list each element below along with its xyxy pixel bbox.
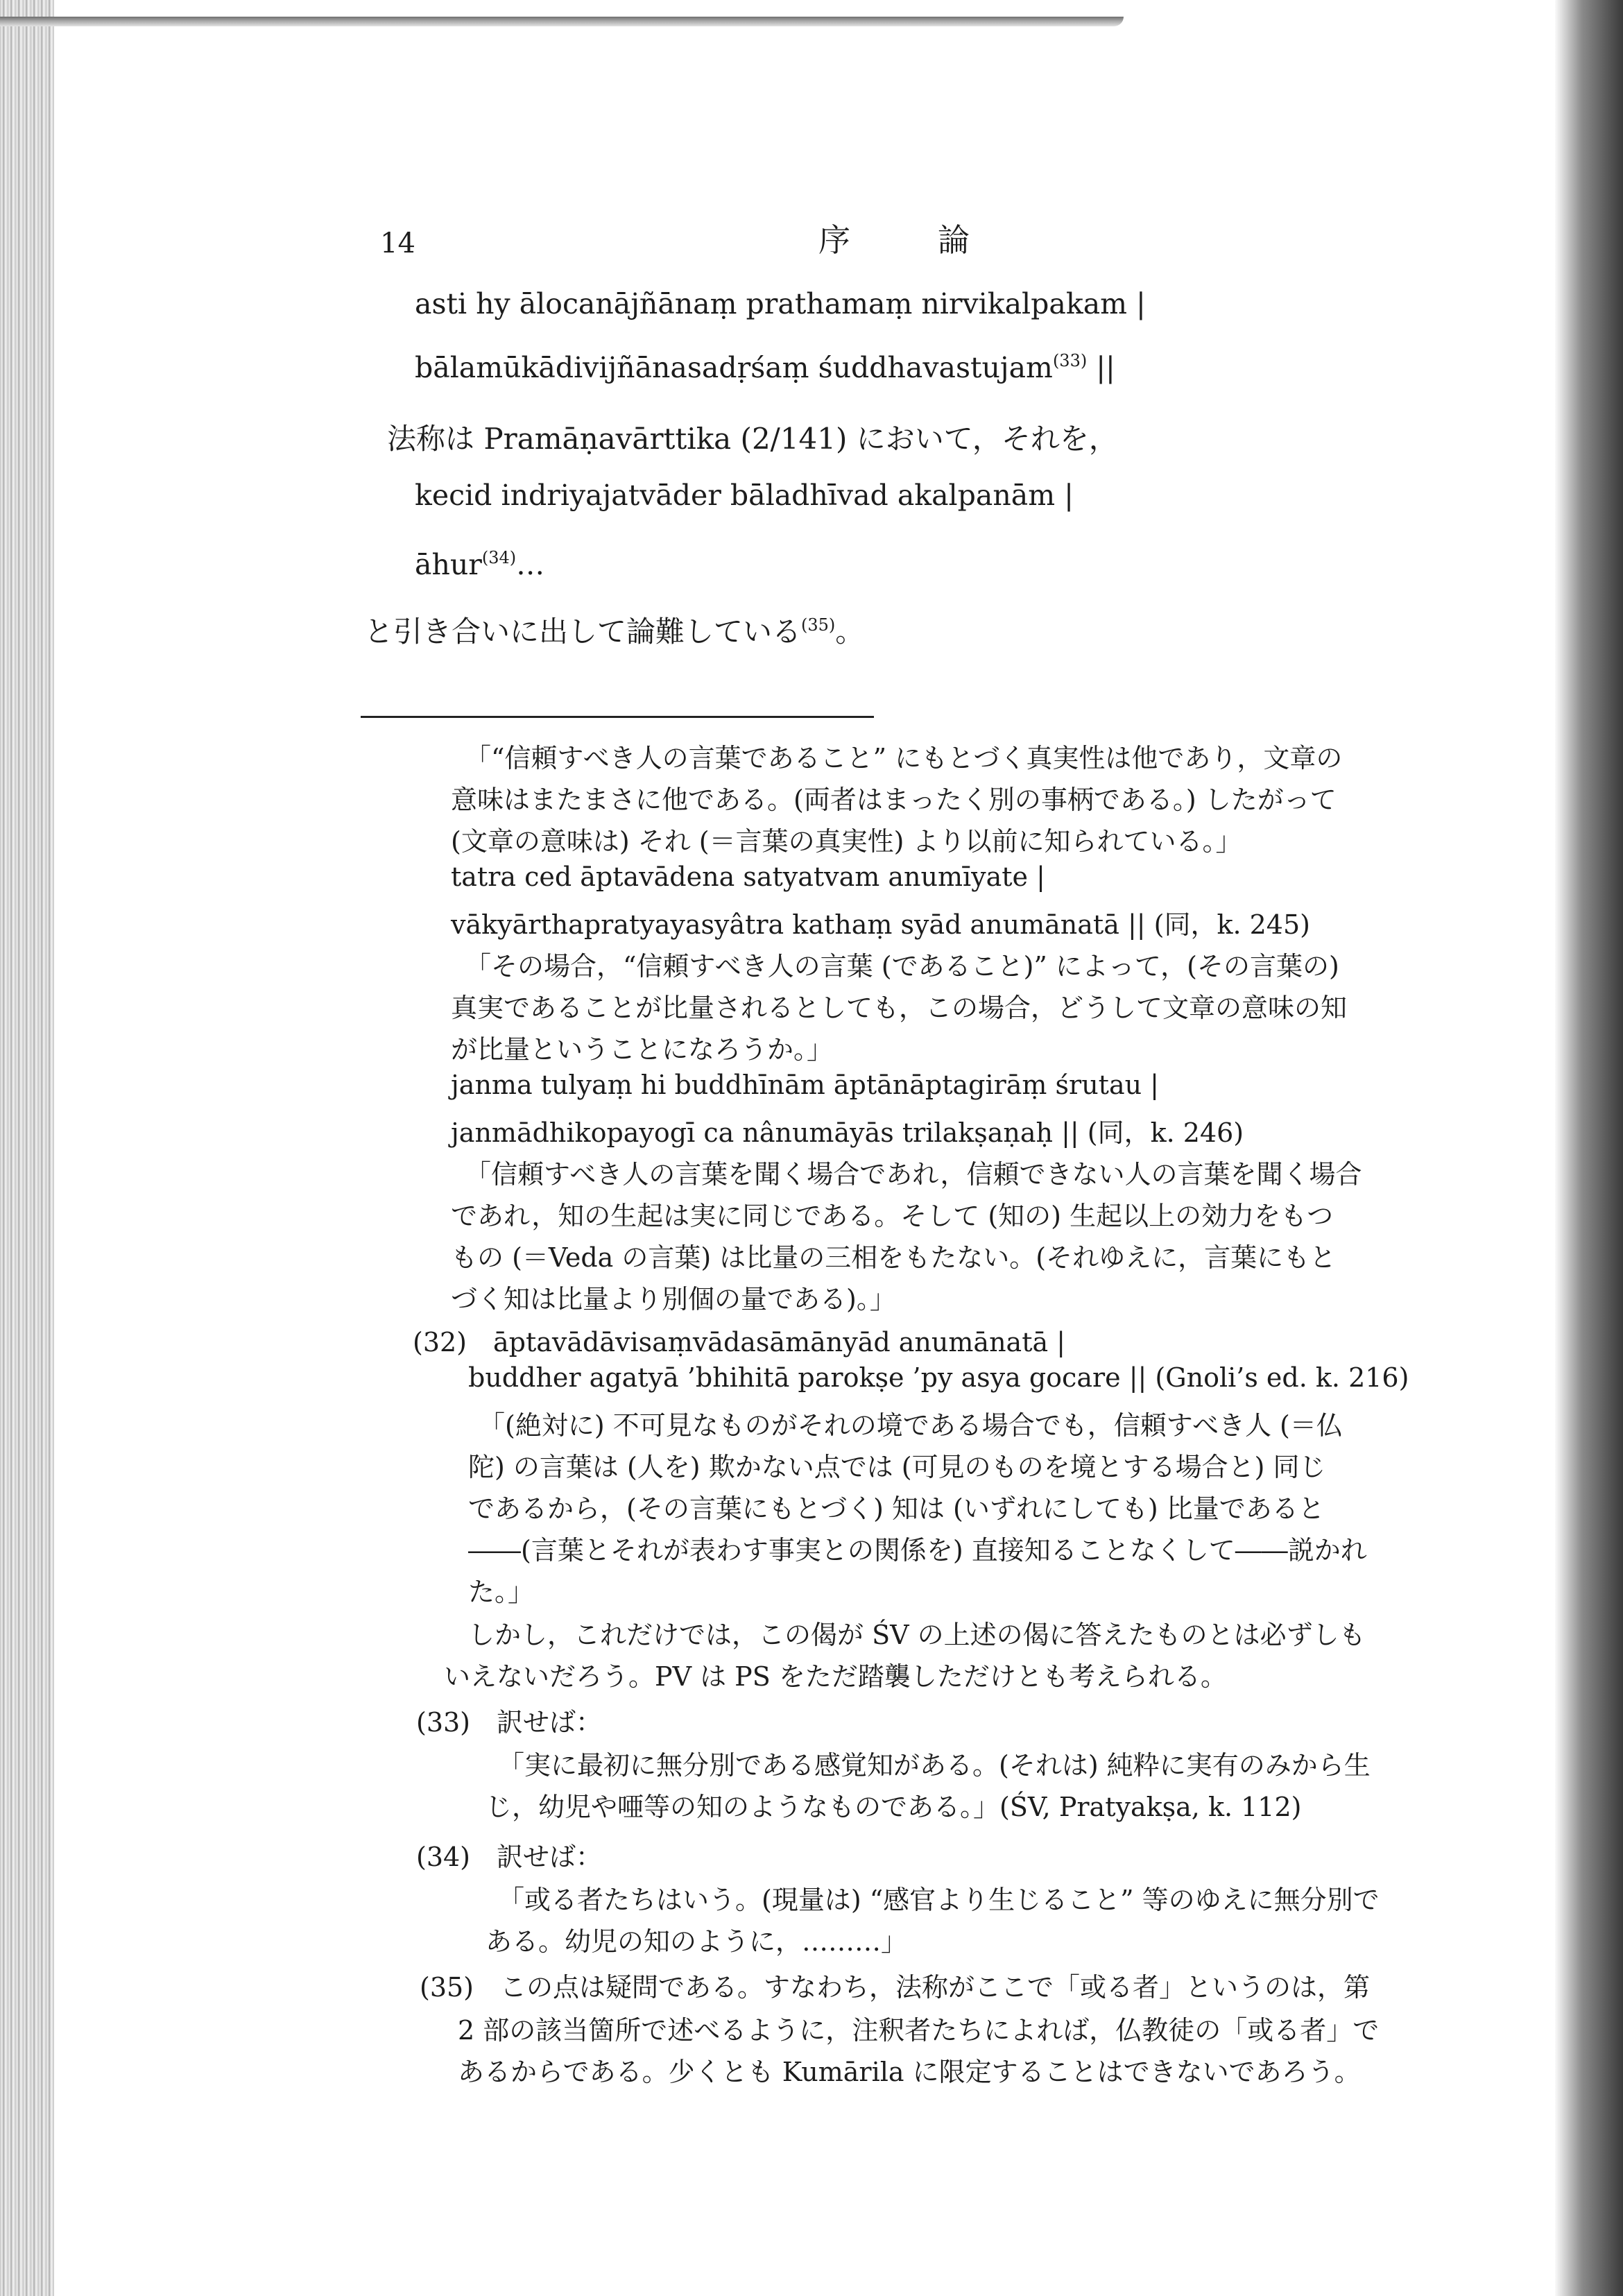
footnote-line: 陀) の言葉は (人を) 欺かない点では (可見のものを境とする場合と) 同じ (468, 1452, 1326, 1482)
footnote-line: 「信頼すべき人の言葉を聞く場合であれ，信頼できない人の言葉を聞く場合 (465, 1159, 1362, 1190)
footnote-line: あるからである。少くとも Kumārila に限定することはできないであろう。 (458, 2057, 1361, 2087)
verse1-text: bālamūkādivijñānasadṛśaṃ śuddhavastujam (415, 351, 1053, 384)
note-ref-35: (35) (801, 615, 836, 635)
verse2-line2 (415, 548, 544, 581)
prose-line-2 (364, 609, 864, 651)
footnote-line: 「或る者たちはいう。(現量は) “感官より生じること” 等のゆえに無分別で (498, 1885, 1380, 1915)
footnote-line: buddher agatyā ’bhihitā parokṣe ’py asya gocare || (Gnoli’s ed. k. 216) (468, 1362, 1409, 1393)
footnote-line: (文章の意味は) それ (＝言葉の真実性) より以前に知られている。」 (451, 826, 1242, 857)
scan-right-shadow (1555, 0, 1623, 2296)
footnote-line: 真実であることが比量されるとしても，この場合，どうして文章の意味の知 (451, 993, 1348, 1023)
footnote-line: いえないだろう。PV は PS をただ踏襲しただけとも考えられる。 (444, 1661, 1227, 1692)
footnote-line: が比量ということになろうか。」 (451, 1034, 834, 1065)
scan-top-edge (0, 17, 1124, 26)
footnote-separator (361, 716, 874, 718)
note-ref-34: (34) (481, 548, 517, 567)
footnote-35-start: (35) この点は疑問である。すなわち，法称がここで「或る者」というのは，第 (420, 1972, 1371, 2003)
footnote-34-start: (34) 訳せば： (416, 1842, 603, 1872)
footnote-line: 意味はまたまさに他である。(両者はまったく別の事柄である。) したがって (451, 785, 1337, 815)
prose-line-1: 法称は Pramāṇavārttika (2/141) において，それを， (387, 422, 1118, 456)
footnote-line: であるから，(その言葉にもとづく) 知は (いずれにしても) 比量であると (468, 1493, 1325, 1524)
footnote-line: 「実に最初に無分別である感覚知がある。(それは) 純粋に実有のみから生 (498, 1750, 1371, 1781)
page-header: 序 論 (818, 221, 997, 259)
page-number: 14 (380, 228, 415, 259)
footnote-32-start: (32) āptavādāvisaṃvādasāmānyād anumānatā | (413, 1327, 1066, 1357)
verse1-end: || (1087, 351, 1115, 384)
footnote-line: vākyārthapratyayasyâtra kathaṃ syād anumānatā || (同，k. 245) (451, 909, 1310, 940)
book-spine-edge (0, 0, 54, 2296)
verse1-line2 (415, 351, 1115, 384)
footnote-line: tatra ced āptavādena satyatvam anumīyate | (451, 862, 1045, 892)
footnote-line: 「“信頼すべき人の言葉であること” にもとづく真実性は他であり，文章の (465, 743, 1343, 773)
footnote-line: 「(絶対に) 不可見なものがそれの境である場合でも，信頼すべき人 (＝仏 (479, 1410, 1343, 1441)
footnote-line: ある。幼児の知のように，………」 (486, 1926, 908, 1957)
note-ref-33: (33) (1052, 351, 1088, 370)
footnote-line: 2 部の該当箇所で述べるように，注釈者たちによれば，仏教徒の「或る者」で (458, 2015, 1380, 2046)
footnote-line: しかし，これだけでは，この偈が ŚV の上述の偈に答えたものとは必ずしも (468, 1620, 1366, 1650)
footnote-line: であれ，知の生起は実に同じである。そして (知の) 生起以上の効力をもつ (451, 1201, 1334, 1231)
footnote-line: た。」 (468, 1577, 535, 1607)
footnote-line: 「その場合，“信頼すべき人の言葉 (であること)” によって，(その言葉の) (465, 951, 1339, 982)
verse1-line1: asti hy ālocanājñānaṃ prathamaṃ nirvikalpakam | (415, 287, 1146, 320)
footnote-line: づく知は比量より別個の量である)。」 (451, 1284, 896, 1314)
prose2-text: と引き合いに出して論難している (364, 615, 802, 649)
verse2-line1: kecid indriyajatvāder bāladhīvad akalpanām | (415, 479, 1074, 512)
footnote-line: もの (＝Veda の言葉) は比量の三相をもたない。(それゆえに，言葉にもと (451, 1242, 1337, 1273)
footnote-line: janmādhikopayogī ca nânumāyās trilakṣaṇaḥ || (同，k. 246) (451, 1117, 1244, 1148)
verse2-end: … (516, 548, 545, 581)
footnote-line: janma tulyaṃ hi buddhīnām āptānāptagirāṃ śrutau | (451, 1070, 1159, 1100)
footnote-line: ――(言葉とそれが表わす事実との関係を) 直接知ることなくして――説かれ (468, 1535, 1367, 1566)
verse2-text: āhur (415, 548, 482, 581)
prose2-end: 。 (835, 615, 865, 649)
footnote-33-start: (33) 訳せば： (416, 1707, 603, 1738)
footnote-line: じ，幼児や唖等の知のようなものである。」(ŚV, Pratyakṣa, k. 112) (486, 1792, 1302, 1822)
